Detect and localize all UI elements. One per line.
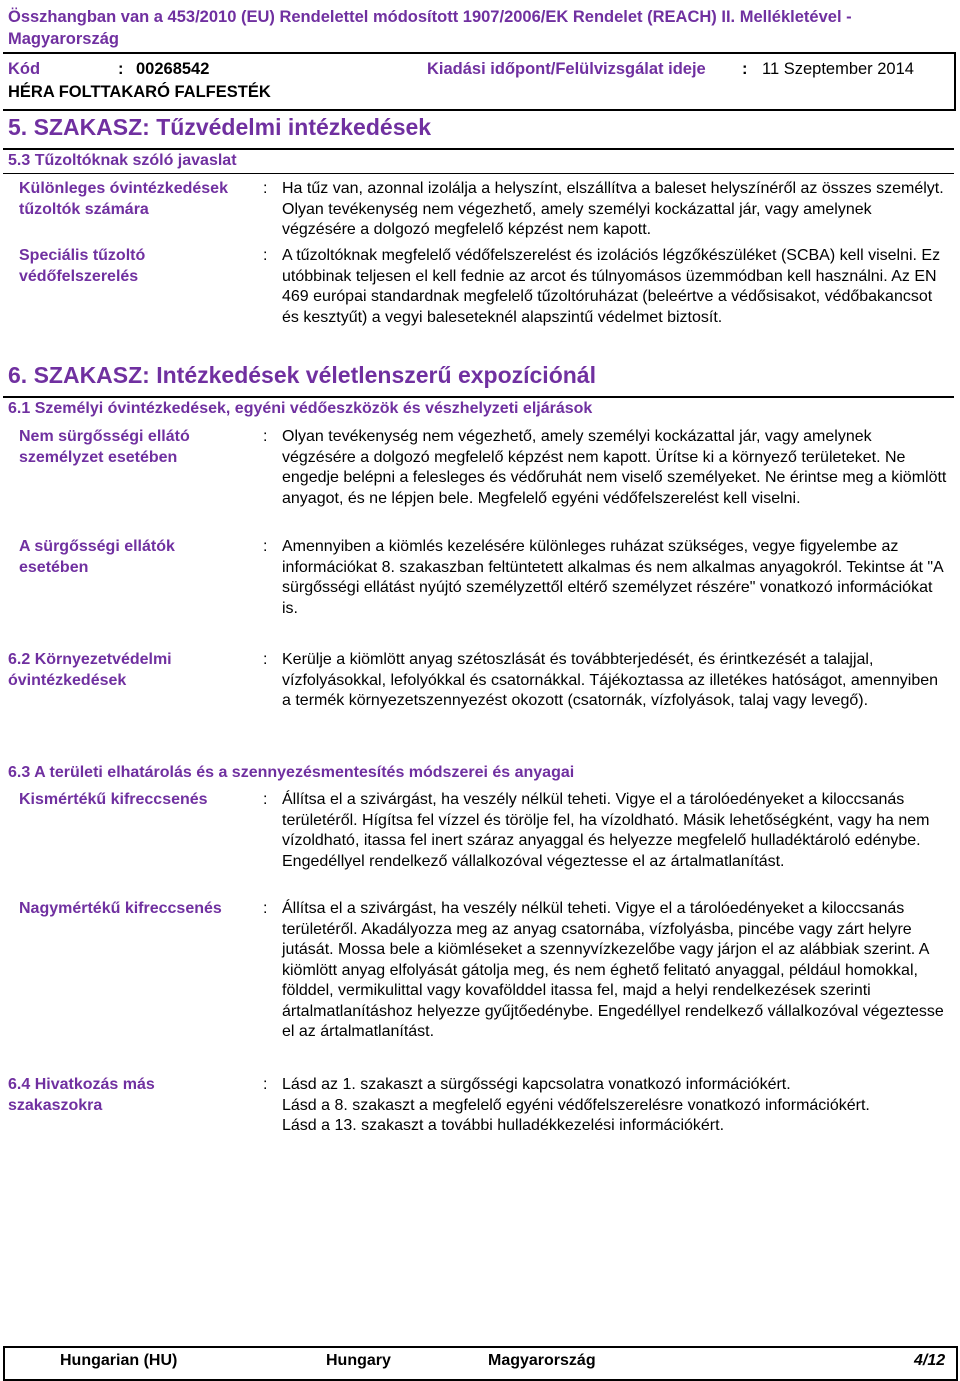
large-spill-label: Nagymértékű kifreccsenés (19, 900, 222, 917)
product-name: HÉRA FOLTTAKARÓ FALFESTÉK (8, 83, 271, 101)
colon: : (263, 428, 268, 445)
footer-country: Hungary (326, 1352, 391, 1369)
colon: : (263, 900, 268, 917)
environmental-precautions-text: Kerülje a kiömlött anyag szétoszlását és továbbterjedését, és érintkezését a talajjal, vízfolyásokkal, lefolyókkal és csatornákkal. Tájékoztassa az illetékes hatóságot, amennyiben a termék környezetszennyezést okozott (csatornák, vízfolyások, talaj vagy levegő). (282, 651, 939, 709)
special-precautions-firefighters-label: Különleges óvintézkedések tűzoltók számára (19, 180, 228, 218)
section5-title: 5. SZAKASZ: Tűzvédelmi intézkedések (8, 114, 432, 140)
footer-page-number: 4/12 (914, 1352, 946, 1369)
revision-date-label: Kiadási időpont/Felülvizsgálat ideje (427, 60, 706, 78)
section6-title: 6. SZAKASZ: Intézkedések véletlenszerű expozíciónál (8, 362, 596, 388)
code-value: 00268542 (136, 60, 210, 78)
code-separator: : (118, 60, 124, 78)
large-spill-text: Állítsa el a szivárgást, ha veszély nélkül teheti. Vigye el a tárolóedényeket a kiloccsanás területéről. Akadályozza meg az anyag csatornába, vízfolyásba, pincébe vagy zárt helyre jutását. Mossa bele a kiömléseket a szennyvízkezelőbe vagy járjon el az alábbiak szerint. A kiömlött anyag elfolyását gátolja meg, és nem éghető felitató anyaggal, például homokkal, földdel, vermikulittal vagy kovafölddel itassa fel, majd a helyi rendelkezések szerinti ártalmatlanításhoz helyezze gyűjtőedénybe. Engedéllyel rendelkező vállalkozóval végeztesse el az ártalmatlanítást. (282, 900, 944, 1040)
firefighter-equipment-label: Speciális tűzoltó védőfelszerelés (19, 247, 146, 285)
reference-other-sections-text (282, 1075, 948, 1137)
emergency-responders-text: Amennyiben a kiömlés kezelésére különleges ruházat szükséges, vegye figyelembe az információkat 8. szakaszban feltüntetett alkalmas és nem alkalmas anyagokról. Tekintse át "A sürgősségi ellátást nyújtó személyzettől eltérő személyzet részére" vonatkozó információkat is. (282, 538, 943, 617)
revision-date-separator: : (742, 60, 748, 78)
footer-country-local: Magyarország (488, 1352, 596, 1369)
colon: : (263, 791, 268, 808)
section6-rule (3, 396, 954, 398)
small-spill-text: Állítsa el a szivárgást, ha veszély nélkül teheti. Vigye el a tárolóedényeket a kiloccsanás területéről. Hígítsa fel vízzel és törölje fel, ha vízoldható. Másik lehetőségként, vagy ha nem vízoldható, itassa fel inert száraz anyaggal és helyezze megfelelő hulladéktároló edénybe. Engedéllyel rendelkező vállalkozóval végeztesse el az ártalmatlanítást. (282, 791, 930, 870)
firefighter-equipment-text: A tűzoltóknak megfelelő védőfelszerelést és izolációs légzőkészüléket (SCBA) kell viselni. Ez utóbbinak teljesen el kell fednie az arcot és túlnyomásos üzemmódban kell használni. Az EN 469 európai standardnak megfelelő tűzoltóruházat (beleértve a védősisakot, védőbakancsot és kesztyűt) a vegyi baleseteknél alapszintű védelmet biztosít. (282, 247, 941, 326)
colon: : (263, 1076, 268, 1093)
section5-3-rule (3, 173, 954, 174)
non-emergency-personnel-text: Olyan tevékenység nem végezhető, amely személyi kockázattal jár, vagy amelynek végzésére a dolgozó megfelelő képzést nem kapott. Ürítse ki a környező területeket. Ne engedje belépni a felesleges és védőruhát nem viselő személyeket. Ne érintse meg a kiömlött anyagot, és ne lépjen bele. Megfelelő egyéni védőfelszerelést kell viselni. (282, 428, 947, 507)
special-precautions-firefighters-text: Ha tűz van, azonnal izolálja a helyszínt, elszállítva a baleset helyszínéről az összes személyt. Olyan tevékenység nem végezhető, amely személyi kockázattal jár, vagy amelynek végzésére a dolgozó megfelelő képzést nem kapott. (282, 180, 944, 238)
footer-language: Hungarian (HU) (60, 1352, 178, 1369)
section5-rule (3, 148, 954, 150)
emergency-responders-label: A sürgősségi ellátók esetében (19, 538, 175, 576)
section5-3-heading: 5.3 Tűzoltóknak szóló javaslat (8, 152, 237, 169)
colon: : (263, 180, 268, 197)
code-label: Kód (8, 60, 41, 78)
reference-other-sections-label: 6.4 Hivatkozás más szakaszokra (8, 1076, 155, 1114)
document-regulation-title: Összhangban van a 453/2010 (EU) Rendelettel módosított 1907/2006/EK Rendelet (REACH) II. Mellékletével - Magyarország (8, 8, 852, 48)
environmental-precautions-label: 6.2 Környezetvédelmi óvintézkedések (8, 651, 172, 689)
section6-1-heading: 6.1 Személyi óvintézkedések, egyéni védőeszközök és vészhelyzeti eljárások (8, 400, 593, 417)
section6-3-heading: 6.3 A területi elhatárolás és a szennyezésmentesítés módszerei és anyagai (8, 764, 575, 781)
non-emergency-personnel-label: Nem sürgősségi ellátó személyzet esetében (19, 428, 190, 466)
reference-line: Lásd az 1. szakaszt a sürgősségi kapcsolatra vonatkozó információkért. (282, 1076, 791, 1093)
colon: : (263, 538, 268, 555)
reference-line: Lásd a 8. szakaszt a megfelelő egyéni védőfelszerelésre vonatkozó információkért. (282, 1096, 870, 1114)
small-spill-label: Kismértékű kifreccsenés (19, 791, 208, 808)
revision-date-value: 11 Szeptember 2014 (762, 60, 914, 78)
colon: : (263, 247, 268, 264)
reference-line: Lásd a 13. szakaszt a további hulladékkezelési információkért. (282, 1117, 725, 1134)
colon: : (263, 651, 268, 668)
